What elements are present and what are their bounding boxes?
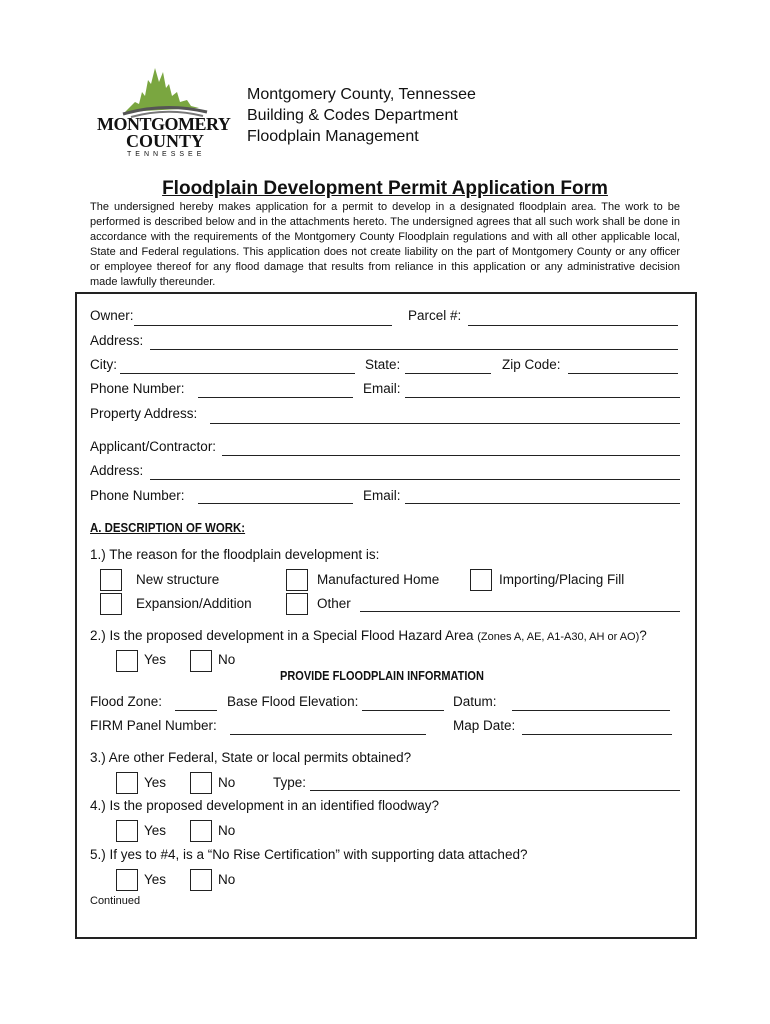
question-2-text: 2.) Is the proposed development in a Special Flood Hazard Area <box>90 628 478 643</box>
owner-address-field[interactable] <box>150 349 678 350</box>
expansion-label: Expansion/Addition <box>136 596 252 611</box>
applicant-phone-field[interactable] <box>198 503 353 504</box>
provide-floodplain-heading: PROVIDE FLOODPLAIN INFORMATION <box>280 669 484 683</box>
datum-field[interactable] <box>512 710 670 711</box>
applicant-label: Applicant/Contractor: <box>90 439 217 454</box>
q3-yes-checkbox[interactable] <box>116 772 138 794</box>
form-title: Floodplain Development Permit Application Form <box>162 178 608 199</box>
q2-no-checkbox[interactable] <box>190 650 212 672</box>
header-line-1: Montgomery County, Tennessee <box>247 86 476 103</box>
new-structure-label: New structure <box>136 572 220 587</box>
city-label: City: <box>90 357 117 372</box>
parcel-field[interactable] <box>468 325 678 326</box>
applicant-field[interactable] <box>222 455 680 456</box>
q5-yes-label: Yes <box>144 872 167 887</box>
question-2 <box>90 628 647 643</box>
owner-label: Owner: <box>90 308 134 323</box>
logo-text-1: MONTGOMERY <box>97 114 231 134</box>
applicant-email-field[interactable] <box>405 503 680 504</box>
q3-type-field[interactable] <box>310 790 680 791</box>
new-structure-checkbox[interactable] <box>100 569 122 591</box>
bfe-label: Base Flood Elevation: <box>227 694 359 709</box>
q2-yes-checkbox[interactable] <box>116 650 138 672</box>
question-5: 5.) If yes to #4, is a “No Rise Certification” with supporting data attached? <box>90 847 528 862</box>
q3-no-label: No <box>218 775 236 790</box>
bfe-field[interactable] <box>362 710 444 711</box>
map-date-label: Map Date: <box>453 718 516 733</box>
importing-fill-label: Importing/Placing Fill <box>499 572 625 587</box>
owner-email-label: Email: <box>363 381 401 396</box>
q2-no-label: No <box>218 652 236 667</box>
other-field[interactable] <box>360 611 680 612</box>
section-a-heading: A. DESCRIPTION OF WORK: <box>90 520 246 535</box>
importing-fill-checkbox[interactable] <box>470 569 492 591</box>
question-1: 1.) The reason for the floodplain development is: <box>90 547 380 562</box>
q5-yes-checkbox[interactable] <box>116 869 138 891</box>
zip-label: Zip Code: <box>502 357 561 372</box>
logo-text-2: COUNTY <box>126 131 205 151</box>
expansion-checkbox[interactable] <box>100 593 122 615</box>
q4-no-label: No <box>218 823 236 838</box>
question-2-zones: (Zones A, AE, A1-A30, AH or AO) <box>477 631 640 643</box>
county-logo <box>95 62 235 162</box>
owner-phone-field[interactable] <box>198 397 353 398</box>
q2-yes-label: Yes <box>144 652 167 667</box>
manufactured-home-checkbox[interactable] <box>286 569 308 591</box>
q3-type-label: Type: <box>273 775 307 790</box>
owner-address-label: Address: <box>90 333 144 348</box>
property-address-label: Property Address: <box>90 406 198 421</box>
question-4: 4.) Is the proposed development in an identified floodway? <box>90 798 439 813</box>
property-address-field[interactable] <box>210 423 680 424</box>
owner-email-field[interactable] <box>405 397 680 398</box>
owner-phone-label: Phone Number: <box>90 381 185 396</box>
other-label: Other <box>317 596 351 611</box>
logo-tree-icon <box>95 62 235 120</box>
header-line-3: Floodplain Management <box>247 128 419 145</box>
q5-no-checkbox[interactable] <box>190 869 212 891</box>
zip-field[interactable] <box>568 373 678 374</box>
applicant-address-field[interactable] <box>150 479 680 480</box>
question-3: 3.) Are other Federal, State or local permits obtained? <box>90 750 412 765</box>
applicant-address-label: Address: <box>90 463 144 478</box>
state-field[interactable] <box>405 373 491 374</box>
q5-no-label: No <box>218 872 236 887</box>
datum-label: Datum: <box>453 694 497 709</box>
city-field[interactable] <box>120 373 355 374</box>
q3-yes-label: Yes <box>144 775 167 790</box>
owner-field[interactable] <box>134 325 392 326</box>
applicant-email-label: Email: <box>363 488 401 503</box>
q4-yes-label: Yes <box>144 823 167 838</box>
intro-paragraph: The undersigned hereby makes application for a permit to develop in a designated floodplain area. The work to be performed is described below and in the attachments hereto. The undersigned agrees that all such work shall be done in accordance with the requirements of the Montgomery County Floodplain regulations and with all other applicable local, State and Federal regulations. This application does not create liability on the part of Montgomery County or any officer or employee thereof for any flood damage that results from reliance in this application or any administrative decision made lawfully thereunder. <box>90 201 680 288</box>
firm-label: FIRM Panel Number: <box>90 718 217 733</box>
parcel-label: Parcel #: <box>408 308 462 323</box>
continued-note: Continued <box>90 895 141 907</box>
header-line-2: Building & Codes Department <box>247 107 458 124</box>
q4-no-checkbox[interactable] <box>190 820 212 842</box>
other-checkbox[interactable] <box>286 593 308 615</box>
q3-no-checkbox[interactable] <box>190 772 212 794</box>
flood-zone-label: Flood Zone: <box>90 694 163 709</box>
manufactured-home-label: Manufactured Home <box>317 572 440 587</box>
logo-text-3: TENNESSEE <box>127 151 206 158</box>
state-label: State: <box>365 357 401 372</box>
flood-zone-field[interactable] <box>175 710 217 711</box>
applicant-phone-label: Phone Number: <box>90 488 185 503</box>
question-2-end: ? <box>639 628 647 643</box>
q4-yes-checkbox[interactable] <box>116 820 138 842</box>
firm-field[interactable] <box>230 734 426 735</box>
map-date-field[interactable] <box>522 734 672 735</box>
